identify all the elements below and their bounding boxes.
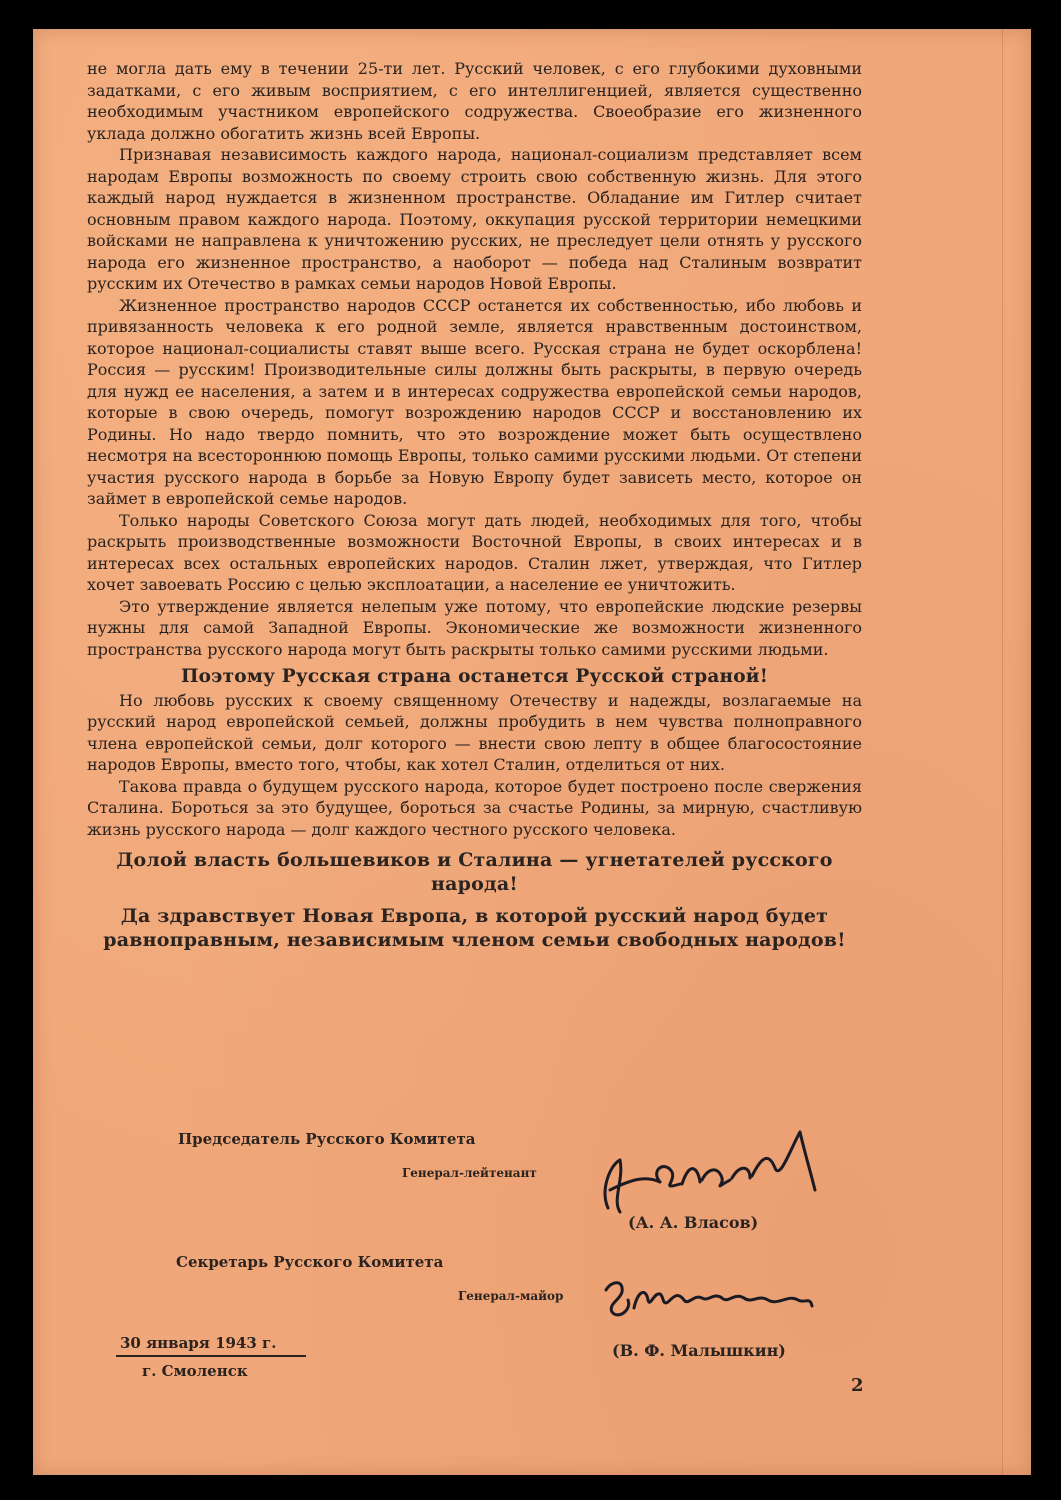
chair-name: (А. А. Власов) — [628, 1213, 759, 1232]
slogan-long-live: Да здравствует Новая Европа, в которой русский народ будет равноправным, независимым членом семьи свободных народов! — [103, 905, 846, 951]
secretary-title: Секретарь Русского Комитета — [176, 1253, 444, 1271]
secretary-rank: Генерал-майор — [458, 1289, 564, 1303]
paragraph-4: Только народы Советского Союза могут дать людей, необходимых для того, чтобы раскрыть производственные возможности Восточной Европы, в своих интересах и в интересах всех остальных европейских народов. Сталин лжет, утверждая, что Гитлер хочет завоевать Россию с целью эксплоатации, а население ее уничтожить. — [87, 510, 862, 594]
paragraph-5: Это утверждение является нелепым уже потому, что европейские людские резервы нужны для самой Западной Европы. Экономические же возможности жизненного пространства русского народа могут быть раскрыты только самими русскими людьми. — [87, 596, 862, 659]
secretary-name: (В. Ф. Малышкин) — [612, 1341, 786, 1360]
vlasov-signature — [590, 1120, 830, 1220]
date-underline — [116, 1355, 306, 1357]
chair-title: Председатель Русского Комитета — [178, 1130, 476, 1148]
document-date: 30 января 1943 г. — [120, 1334, 277, 1352]
paragraph-3: Жизненное пространство народов СССР останется их собственностью, ибо любовь и привязанность человека к его родной земле, является нравственным достоинством, которое национал-социалисты ставят выше всего. Русская страна не будет оскорблена! Россия — русским! Производительные силы должны быть раскрыты, в первую очередь для нужд ее населения, а затем и в интересах содружества европейской семьи народов, которые в свою очередь, помогут возрождению народов СССР и восстановлению их Родины. Но надо твердо помнить, что это возрождение может быть осуществлено несмотря на всестороннюю помощь Европы, только самими русскими людьми. От степени участия русского народа в борьбе за Новую Европу будет зависеть место, которое он займет в европейской семье народов. — [87, 295, 862, 508]
paragraph-6: Но любовь русских к своему священному Отечеству и надежды, возлагаемые на русский народ европейской семьей, должны пробудить в нем чувства полноправного члена европейской семьи, долг которого — внести свою лепту в общее благосостояние народов Европы, вместо того, чтобы, как хотел Сталин, отделиться от них. — [87, 690, 862, 774]
paragraph-1: не могла дать ему в течении 25-ти лет. Русский человек, с его глубокими духовными задатками, с его живым восприятием, с его интеллигенцией, является существенно необходимым участником европейского содружества. Своеобразие его жизненного уклада должно обогатить жизнь всей Европы. — [87, 59, 862, 143]
section-heading: Поэтому Русская страна останется Русской страной! — [180, 666, 769, 687]
malyshkin-signature — [598, 1270, 828, 1330]
paper-fold-line — [1002, 29, 1003, 1475]
paragraph-2: Признавая независимость каждого народа, национал-социализм представляет всем народам Европы возможность по своему строить свою собственную жизнь. Для этого каждый народ нуждается в жизненном пространстве. Обладание им Гитлер считает основным правом каждого народа. Поэтому, оккупация русской территории немецкими войсками не направлена к уничтожению русских, не преследует цели отнять у русского народа его жизненное пространство, а наоборот — победа над Сталиным возвратит русским их Отечество в рамках семьи народов Новой Европы. — [87, 145, 862, 293]
page-number: 2 — [851, 1375, 864, 1396]
document-body — [87, 58, 862, 952]
paragraph-7: Такова правда о будущем русского народа, которое будет построено после свержения Сталина. Бороться за это будущее, бороться за счастье Родины, за мирную, счастливую жизнь русского народа — долг каждого честного русского человека. — [87, 776, 862, 839]
chair-rank: Генерал-лейтенант — [402, 1166, 537, 1180]
document-place: г. Смоленск — [142, 1362, 248, 1380]
slogan-down-with: Долой власть большевиков и Сталина — угнетателей русского народа! — [116, 849, 833, 895]
